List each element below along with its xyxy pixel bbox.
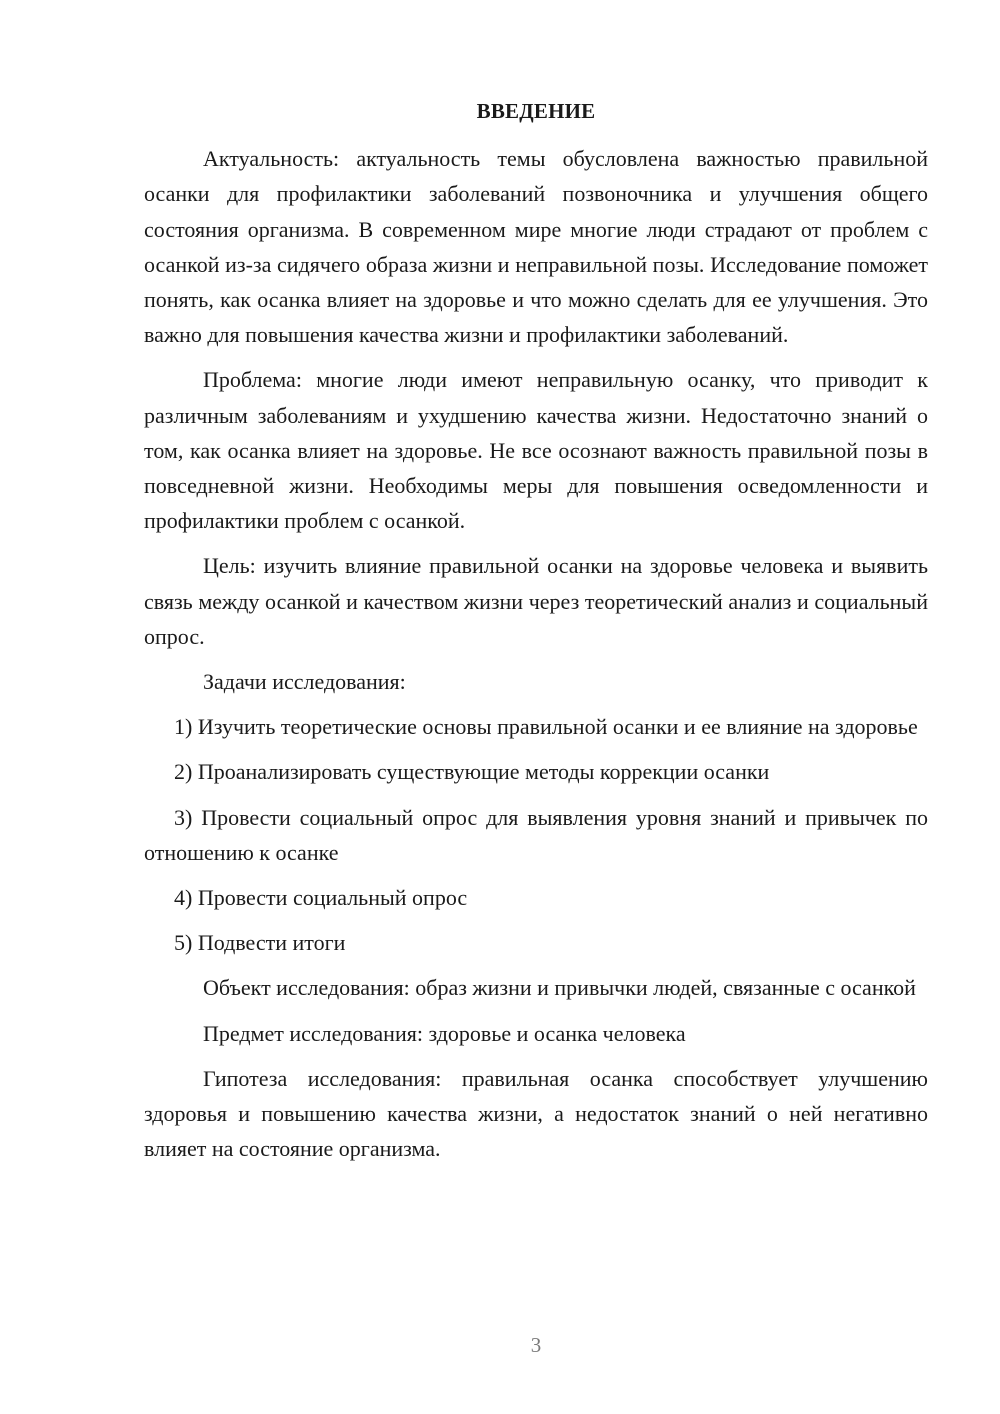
relevance-paragraph: Актуальность: актуальность темы обусловлена важностью правильной осанки для профилактики заболеваний позвоночника и улучшения общего состояния организма. В современном мире многие люди страдают от проблем с осанкой из-за сидячего образа жизни и неправильной позы. Исследование поможет понять, как осанка влияет на здоровье и что можно сделать для ее улучшения. Это важно для повышения качества жизни и профилактики заболеваний. xyxy=(144,146,928,348)
task-item: 2) Проанализировать существующие методы коррекции осанки xyxy=(174,759,770,785)
task-item: 1) Изучить теоретические основы правильной осанки и ее влияние на здоровье xyxy=(174,714,918,740)
problem-paragraph: Проблема: многие люди имеют неправильную осанку, что приводит к различным заболеваниям и ухудшению качества жизни. Недостаточно знаний о том, как осанка влияет на здоровье. Не все осознают важность правильной позы в повседневной жизни. Необходимы меры для повышения осведомленности и профилактики проблем с осанкой. xyxy=(144,367,928,534)
tasks-heading: Задачи исследования: xyxy=(203,669,406,695)
task-item: 3) Провести социальный опрос для выявления уровня знаний и привычек по отношению к осанке xyxy=(144,804,928,865)
subject-paragraph: Предмет исследования: здоровье и осанка человека xyxy=(203,1020,686,1046)
hypothesis-paragraph: Гипотеза исследования: правильная осанка способствует улучшению здоровья и повышению качества жизни, а недостаток знаний о ней негативно влияет на состояние организма. xyxy=(144,1065,928,1162)
goal-paragraph: Цель: изучить влияние правильной осанки на здоровье человека и выявить связь между осанкой и качеством жизни через теоретический анализ и социальный опрос. xyxy=(144,553,928,649)
task-item: 5) Подвести итоги xyxy=(174,930,346,956)
page-body xyxy=(144,94,928,1176)
page-number: 3 xyxy=(530,1333,542,1357)
object-paragraph: Объект исследования: образ жизни и привычки людей, связанные с осанкой xyxy=(203,975,916,1001)
task-item: 4) Провести социальный опрос xyxy=(174,885,468,911)
section-title: ВВЕДЕНИЕ xyxy=(476,99,596,123)
